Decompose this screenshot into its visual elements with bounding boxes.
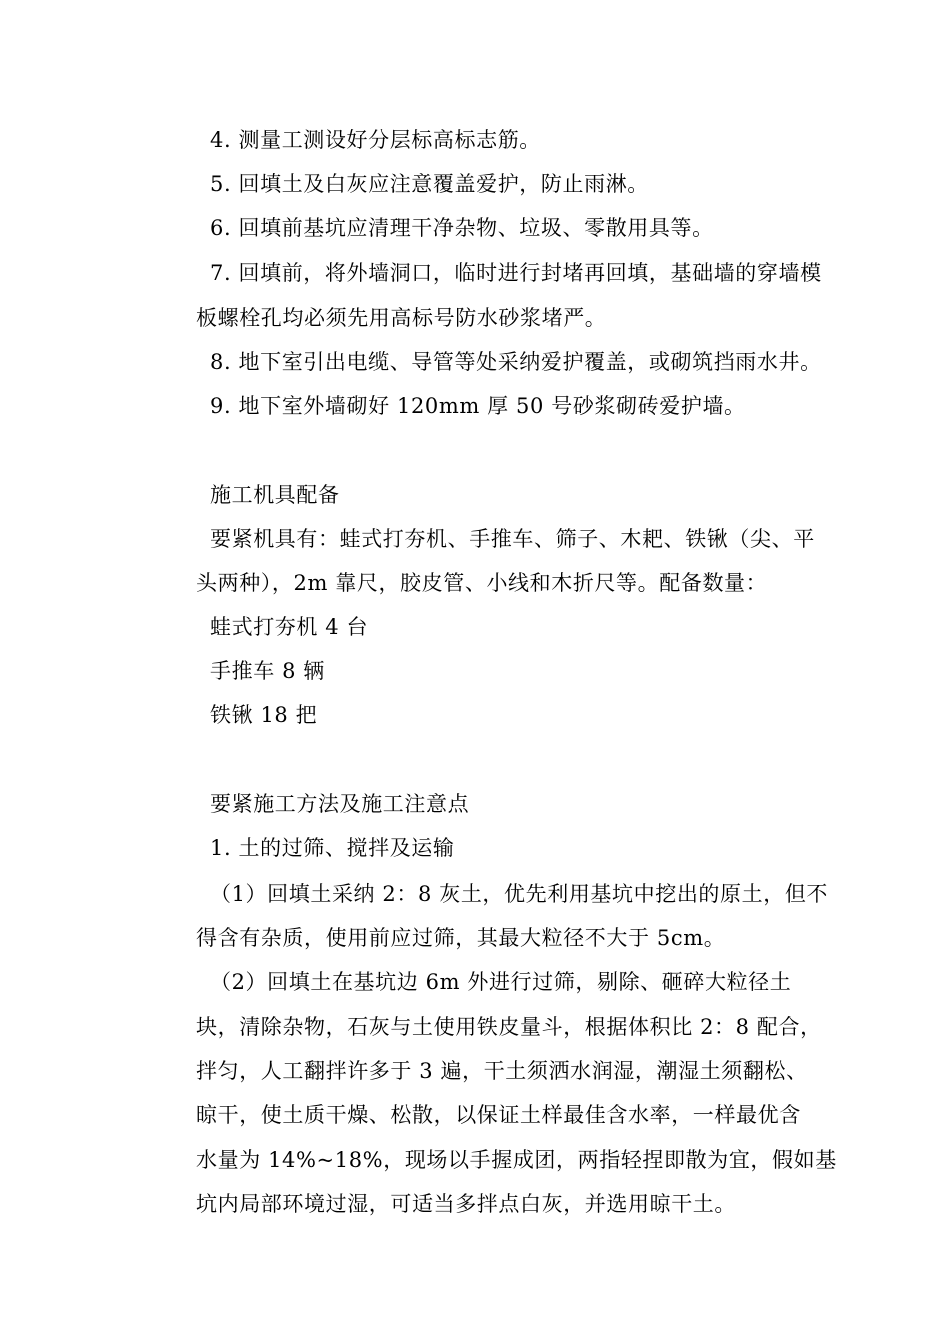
list-item-5: 5. 回填土及白灰应注意覆盖爱护，防止雨淋。 bbox=[210, 172, 649, 196]
list-item-8: 8. 地下室引出电缆、导管等处采纳爱护覆盖，或砌筑挡雨水井。 bbox=[210, 350, 822, 374]
paragraph-2-line-6: 坑内局部环境过湿，可适当多拌点白灰，并选用晾干土。 bbox=[196, 1192, 736, 1216]
tool-item-2: 手推车 8 辆 bbox=[210, 659, 325, 683]
section-heading-tools: 施工机具配备 bbox=[210, 483, 340, 507]
tool-item-3: 铁锹 18 把 bbox=[210, 703, 318, 727]
tools-intro-line-2: 头两种），2m 靠尺，胶皮管、小线和木折尺等。配备数量： bbox=[196, 571, 768, 595]
list-item-6: 6. 回填前基坑应清理干净杂物、垃圾、零散用具等。 bbox=[210, 216, 714, 240]
methods-subheading-1: 1. 土的过筛、搅拌及运输 bbox=[210, 836, 455, 860]
tool-item-1: 蛙式打夯机 4 台 bbox=[210, 615, 369, 639]
paragraph-1-line-2: 得含有杂质，使用前应过筛，其最大粒径不大于 5cm。 bbox=[196, 926, 726, 950]
paragraph-2-line-4: 晾干，使土质干燥、松散，以保证土样最佳含水率，一样最优含 bbox=[196, 1103, 801, 1127]
section-heading-methods: 要紧施工方法及施工注意点 bbox=[210, 792, 470, 816]
paragraph-2-line-2: 块，清除杂物，石灰与土使用铁皮量斗，根据体积比 2：8 配合， bbox=[196, 1015, 822, 1039]
paragraph-2-line-1: （2）回填土在基坑边 6m 外进行过筛，剔除、砸碎大粒径土 bbox=[210, 970, 792, 994]
paragraph-1-line-1: （1）回填土采纳 2：8 灰土，优先利用基坑中挖出的原土，但不 bbox=[210, 882, 829, 906]
paragraph-2-line-3: 拌匀，人工翻拌许多于 3 遍，干土须洒水润湿，潮湿土须翻松、 bbox=[196, 1059, 808, 1083]
tools-intro-line-1: 要紧机具有：蛙式打夯机、手推车、筛子、木耙、铁锹（尖、平 bbox=[210, 527, 815, 551]
paragraph-2-line-5: 水量为 14%~18%，现场以手握成团，两指轻捏即散为宜，假如基 bbox=[196, 1148, 837, 1172]
list-item-9: 9. 地下室外墙砌好 120mm 厚 50 号砂浆砌砖爱护墙。 bbox=[210, 394, 746, 418]
list-item-7-line-1: 7. 回填前，将外墙洞口，临时进行封堵再回填，基础墙的穿墙模 bbox=[210, 261, 822, 285]
list-item-4: 4. 测量工测设好分层标高标志筋。 bbox=[210, 128, 541, 152]
list-item-7-line-2: 板螺栓孔均必须先用高标号防水砂浆堵严。 bbox=[196, 306, 607, 330]
